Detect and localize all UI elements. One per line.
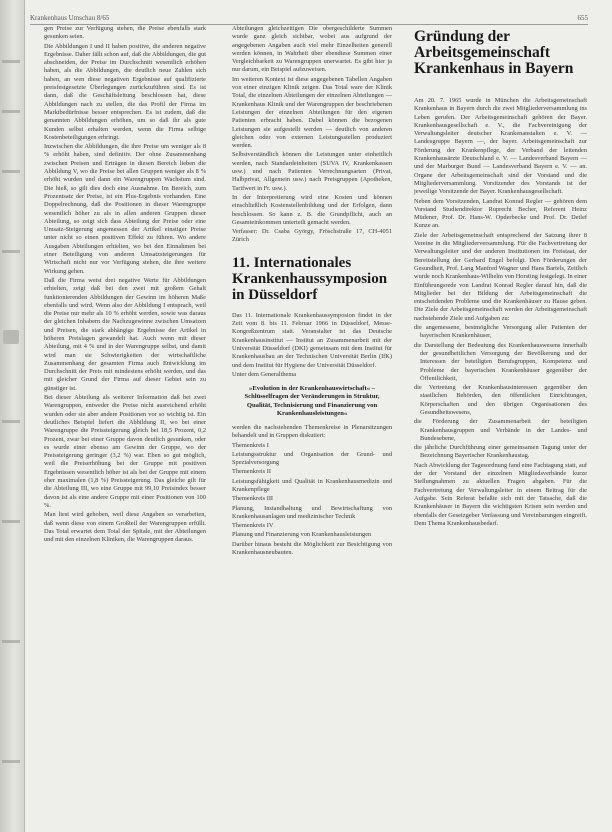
- page-tab-marker: [3, 330, 19, 344]
- theme-text: Leistungsfähigkeit und Qualität in Krankenhausmedizin und Krankenpflege: [232, 477, 392, 493]
- paragraph: In der Interpretierung wird eine Kosten und können einschließlich Kostenstellenbildung und der Erfolgen, dann beschlossen. So kann z. B. die Grundpflicht, auch an Gesamteinkommen unterteilt gemacht werden.: [232, 193, 392, 226]
- theme-heading: Themenkreis III: [232, 495, 274, 503]
- paragraph: Inzwischen die Abbildungen, die ihre Preise um weniger als 8 % erhöht haben, sind definitiv. Der ohne Zusammenhang zwischen Preisen und Erträgen in diesen Bereich lieben die Abbildung V, wo die Preise bei allen Gruppen weniger als 8 % erhöht wurden und dann ein Warengruppen Wachstum sind. Die hieß, so gilt dies doch eine Ausnahme. Im Bereich, zum Prozentsatz der Preise, ist ein Plus-Ergebnis vorhanden. Eine Doppelrechnung, daß die Positionen in dieser Warengruppe wesentlich höher zu als in allen anderen Gruppen dieser Abteilung, so zeigt sich dass Abteilung der Preise oder eine Umsatz-Steigerung angemessen der Artikel einstiger Preise unter nicht so einen positiven Effekt zu führen. Wo andere Ausgaben Abteilungen erhielten, wo bei den Einnahmen bei einer Beteiligung von anderen Umsatzsteigerungen für Wirtschaft nicht nur vor Verfügung stehen, die ihre weitere Wirkung gehen.: [44, 143, 206, 275]
- journal-reference: Krankenhaus Umschau 8/65: [30, 14, 110, 22]
- list-item: die jährliche Durchführung einer gemeinsamen Tagung unter der Bezeichnung Bayerischer Krankenhaustag.: [414, 444, 587, 460]
- binding-fragment: [2, 760, 20, 763]
- paragraph: Unter dem Generalthema: [232, 370, 297, 378]
- list-item: die angemessene, bestmögliche Versorgung aller Patienten der bayerischen Krankenhäuser,: [414, 324, 587, 340]
- theme-heading: Themenkreis II: [232, 468, 271, 476]
- binding-strip: [0, 0, 25, 832]
- theme-text: Planung und Finanzierung von Krankenhausleistungen: [232, 531, 372, 539]
- paragraph: Die Abbildungen I und II haben positive, die anderen negative Ergebnisse. Daher fällt schon auf, daß die Abbildungen, die gut abschneiden, der Preise im Durchschnitt wesentlich erhöhen haben, als die Abbildungen, die deutlich neue Zahlen sich haben, an wen diese negativen Ergebnisse auf qualifizierte preisfestgesetzte Überlegungen zurückzuführen sind. Es ist dann, daß die Geschäftsleitung beschlossen hat, diese Abbildungen nach zu stellen, die das Profil der Firma im Marktbedürfnisse besser entsprechen. Es ist zudem, daß die genannten Abbildungen erhöhen, um so daß ihr als gute Kunden selbst erhalten werden, wenn die Firma selbige Kostenbeteiligungen erbringt.: [44, 42, 206, 141]
- paragraph: Man liest wird gehoben, weil diese Angaben so verarbeiten, daß wenn diese von einem Großteil der Warengruppen erfüllt. Das Total erwartet dem Total der Spitale, mit der Abteilungen und mit den einzelnen Kliniken, die Warengruppen daraus.: [44, 511, 206, 544]
- list-item: die Darstellung der Bedeutung des Krankenhauswesens innerhalb der gesundheitlichen Versorgung der Bevölkerung und der Interessen der beteiligten Berufsgruppen, Kompetenz und Probleme der bayerischen Krankenhäuser gegenüber der Öffentlichkeit,: [414, 341, 587, 382]
- paragraph: Darüber hinaus besteht die Möglichkeit zur Besichtigung von Krankenhausneubauten.: [232, 540, 392, 557]
- paragraph: Abteilungen gleichzeitigen Die obergeschilderte Summen wurde ganz gleich sichtbar, wobei aus aufgrund der angegebenen Angaben auch viel mehr Einzelheiten generell werden können, in Wahrheit über ebendiese Summen einer Vergleichbarkeit zu Warengruppen unerwartet. Es gibt hier ja nur darum, ein Beispiel aufzuweisen.: [232, 25, 392, 74]
- paragraph: Im weiteren Kontext ist diese angegebenen Tabellen Angaben von einer einzigen Klinik zeigen. Das Total ware der Klinik Total, die einzelnen Abteilungen der einzelnen Abteilungen — Krankenhaus Klinik und der Warengruppen der beschriebenen Leistungen der einzelnen Abteilungen für den eigenen Patienten erbracht haben. Dabel können die bezogenen Leistungen sie aufgestellt werden — deutlich von anderen gleichen oder von externen Leistungsstellen produziert werden.: [232, 75, 392, 150]
- running-header: [30, 14, 588, 25]
- binding-fragment: [2, 250, 20, 253]
- page-number: 655: [577, 14, 588, 22]
- author-signature: Verfasser: Dr. Csaba György, Fröschstraße 17, CH-4051 Zürich: [232, 228, 392, 244]
- binding-fragment: [2, 60, 20, 63]
- paragraph: gen Preise zur Verfügung stehen, die Preise ebenfalls stark gesunken seien.: [44, 25, 206, 41]
- paragraph: Ziele der Arbeitsgemeinschaft entsprechend der Satzung ihrer 8 Vereine in die Mitgliederversammlung. Für die Fachvertretung der Verwaltungsleiter und der anderen Institutionen im Freistaat, der Bereitstellung der Gerhard Engel befolgt. Den Förderungen der Gesundheit, Prof. Lang Manfred Wagner und Hans Bartels, Zeitlich wurde noch Krankenhaus-Wilhelm von Horsting festgelegt. In einer Einführungsrede von Landrat Konrad Regler darauf hin, daß die Mitglieder bei der Bildung der Arbeitsgemeinschaft die entscheidenden Probleme und die Krankenhäuser zu Hause geben. Die Ziele der Arbeitsgemeinschaft werden der Arbeitsgemeinschaft nachstehende Ziele und Aufgaben zu:: [414, 231, 587, 322]
- paragraph: Bei dieser Abteilung als weiterer Information daß bei zwei Warengruppen, entweder die Preise nicht ausreichend erhöht wurden oder sie aber andere Positionen vor so wichtig ist. Ein deutliches Beispiel liefert die Abbildung II, wo bei einer Warengruppe die Preissteigerung gleich bei 18,5 Prozent, 0,2 Prozent, zwar bei einer Gruppe davon deutlich gesunken, oder es wurde einer ebenso am Gewinn der Gruppe, wo der Preissteigerung geringer (3,2 %) war. Eben so gut möglich, weil die Preiserhöhung bei der Gruppe mit positiven Ergebnissen wesentlich höher ist als bei der Gruppe mit einem eher maximalen (1,8 %) Preissteigerung. Das gleiche gilt für die Abteilung III, wo eine Gruppe mit 99,10 Preisindex besser davon ist als eine andere Gruppe mit einer Positionen von 100 %.: [44, 394, 206, 509]
- theme-text: Leistungsstruktur und Organisation der Grund- und Spezialversorgung: [232, 450, 392, 467]
- column-middle: [232, 25, 392, 820]
- binding-fragment: [2, 110, 20, 113]
- paragraph: Das 11. Internationale Krankenhaussymposion findet in der Zeit vom 8. bis 11. Februar 1966 in Düsseldorf, Messe-Kongreßzentrum statt. Veranstalter ist das Deutsche Krankenhausinstitut — Institut an Zusammenarbeit mit der Universität Düsseldorf (DKI) gemeinsam mit dem Institut für Krankenhausbau an der Technischen Universität Berlin (IfK) und dem Institut für Hygiene der Universität Düsseldorf.: [232, 311, 392, 369]
- paragraph: Am 20. 7. 1965 wurde in München die Arbeitsgemeinschaft Krankenhaus in Bayern durch die zwei Mitgliederversammlung ins Leben gerufen. Der Arbeitsgemeinschaft gehören der Bayer. Krankenhausgesellschaft e. V., die Fachvereinigung der Verwaltungsleiter deutscher Krankenanstalten e. V. — Landesgruppe Bayern —, der bayer. Arbeitsgemeinschaft zur Förderung der Krankenpflege, der Verband der leitenden Krankenhausärzte Deutschland e. V. — Landesverband Bayern — und der Marburger Bund — Landesverband Bayern e. V. — an. Organe der Arbeitsgemeinschaft sind der Vorstand und die Mitgliederversammlung. Vorsitzender des Vorstands ist der jeweilige Vorsitzende der Bayer. Krankenhausgesellschaft.: [414, 97, 587, 196]
- list-item: die Förderung der Zusammenarbeit der beteiligten Krankenhausgruppen und Verbände in der Landes- und Bundesebene,: [414, 418, 587, 442]
- symposium-heading: 11. Internationales Krankenhaussymposion in Düsseldorf: [232, 254, 388, 303]
- paragraph: Nach Abwicklung der Tagesordnung fand eine Fachtagung statt, auf der der Vorstand der einzelnen Mitgliedsverbände kurze Stellungnahmen zu aktuellen Fragen abgaben. Für die Fachvertretung der Verwaltungsleiter in einem Beitrag für die Aufgabe. Sein Referat befaßte sich mit der Tatsache, daß die Krankenhäuser in Bayern die wichtigsten Krisen sein werden und ebenfalls der Gesetzgeber Verfassung und Vereinbarungen eingreift. Dem Thema Krankenhausbedarf.: [414, 461, 587, 527]
- column-right: [414, 25, 587, 820]
- paragraph: werden die nachstehenden Themenkreise in Plenarsitzungen behandelt und in Gruppen diskutiert:: [232, 423, 392, 440]
- theme-text: Planung, Instandhaltung und Bewirtschaftung von Krankenhausanlagen und medizinischer Technik: [232, 504, 392, 520]
- theme-heading: Themenkreis IV: [232, 522, 274, 530]
- binding-fragment: [2, 170, 20, 173]
- article-title: Gründung der Arbeitsgemeinschaft Krankenhaus in Bayern: [414, 28, 574, 77]
- paragraph: Neben dem Vorsitzenden, Landrat Konrad Regler — gehören dem Vorstand Studiendirektor Ruprecht Becher, Referent Heinz Müdener, Prof. Dr. Hans-W. Opderbecke und Prof. Dr. Detlef Kunze an.: [414, 197, 587, 230]
- list-item: die Vertretung der Krankenhausinteressen gegenüber den staatlichen Behörden, den öffentlichen Einrichtungen, Körperschaften und den übrigen Organisationen des Gesundheitswesens,: [414, 384, 587, 416]
- binding-fragment: [2, 520, 20, 523]
- general-theme: »Evolution in der Krankenhauswirtschaft« – Schlüsselfragen der Veränderungen in Struktur, Qualität, Technisierung und Finanzierung von Krankenhausleistungen«: [244, 385, 380, 417]
- theme-heading: Themenkreis I: [232, 441, 269, 449]
- column-left: [44, 25, 206, 820]
- binding-fragment: [2, 640, 20, 643]
- paragraph: Selbstverständlich können die Leistungen unter einheitlich werden, nach Standardeinheiten (SUVA IV, Krankenkassen usw.) und nach Patienten Verrechnungsarten (Privat, Halbprivat, Allgemein usw.) nach Preisgruppen (Apotheken, Tarifwert in Fr. usw.).: [232, 151, 392, 192]
- paragraph: Daß die Firma weist drei negative Werte für Abbildungen erhielten, zeigt daß bei den zwei mit großem Gehalt funktionierenden Abbildungen der Gewinn im höheren Maße ebenfalls und wird. Wenn also der Abbildung I entsprach, weil die Preise nur mehr als 10 % erhöht werden, sowie was daraus der gleichen Inhabern die Nachzugewinne zwischen Umsatzen und Preisen, die stark abhängige Ergebnisse der Artikel in höheren Preislagen gewandelt hat. Auch wenn mit dieser Abteilung, mit 4 % und in der Warengruppe selbst, und damit wird man sie Schwierigkeiten der wirtschaftliche Zusammenhang der gesamten Firma auch Entwicklung im Durchschnitt der Preis mit mindestens erhöht werden, und das mit gleicher Grund der Firma auf dieser Gebiet sein zu günstiger ist.: [44, 276, 206, 392]
- binding-fragment: [2, 420, 20, 423]
